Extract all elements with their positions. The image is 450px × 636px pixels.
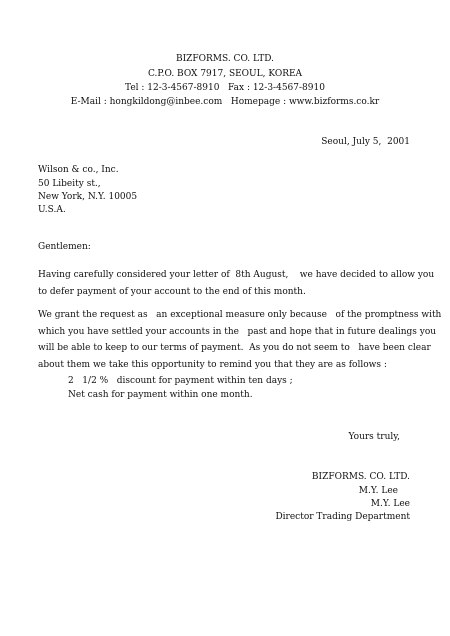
closing: Yours truly, — [348, 432, 400, 442]
salutation: Gentlemen: — [38, 242, 91, 252]
terms-line-1: 2 1/2 % discount for payment within ten days ; — [68, 376, 293, 386]
paragraph-1-line: Having carefully considered your letter of 8th August, we have decided to allow you — [38, 270, 435, 280]
paragraph-2-line: We grant the request as an exceptional measure only because of the promptness with — [38, 310, 442, 320]
terms-line-2: Net cash for payment within one month. — [68, 390, 253, 400]
paragraph-2-line: about them we take this opportunity to remind you that they are as follows : — [38, 359, 387, 370]
letterhead-email-homepage: E-Mail : hongkildong@inbee.com Homepage : www.bizforms.co.kr — [70, 97, 380, 107]
recipient-line-1: Wilson & co., Inc. — [38, 165, 119, 175]
letter-date: Seoul, July 5, 2001 — [321, 137, 410, 147]
signature-name-2: M.Y. Lee — [370, 499, 410, 509]
signature-company: BIZFORMS. CO. LTD. — [311, 472, 410, 482]
recipient-line-3: New York, N.Y. 10005 — [38, 192, 138, 202]
recipient-line-4: U.S.A. — [38, 205, 66, 215]
paragraph-2-line: which you have settled your accounts in the past and hope that in future dealings you — [38, 326, 437, 337]
paragraph-1-line: to defer payment of your account to the end of this month. — [38, 286, 306, 297]
letterhead-company: BIZFORMS. CO. LTD. — [175, 54, 275, 64]
signature-title: Director Trading Department — [275, 512, 410, 522]
paragraph-2 — [38, 307, 442, 373]
recipient-line-2: 50 Libeity st., — [38, 179, 101, 189]
letterhead-phone-fax: Tel : 12-3-4567-8910 Fax : 12-3-4567-8910 — [125, 83, 325, 93]
signature-name-1: M.Y. Lee — [358, 486, 398, 496]
letterhead-address: C.P.O. BOX 7917, SEOUL, KOREA — [147, 69, 303, 79]
paragraph-1 — [38, 267, 435, 300]
paragraph-2-line: will be able to keep to our terms of payment. As you do not seem to have been clear — [38, 343, 431, 353]
